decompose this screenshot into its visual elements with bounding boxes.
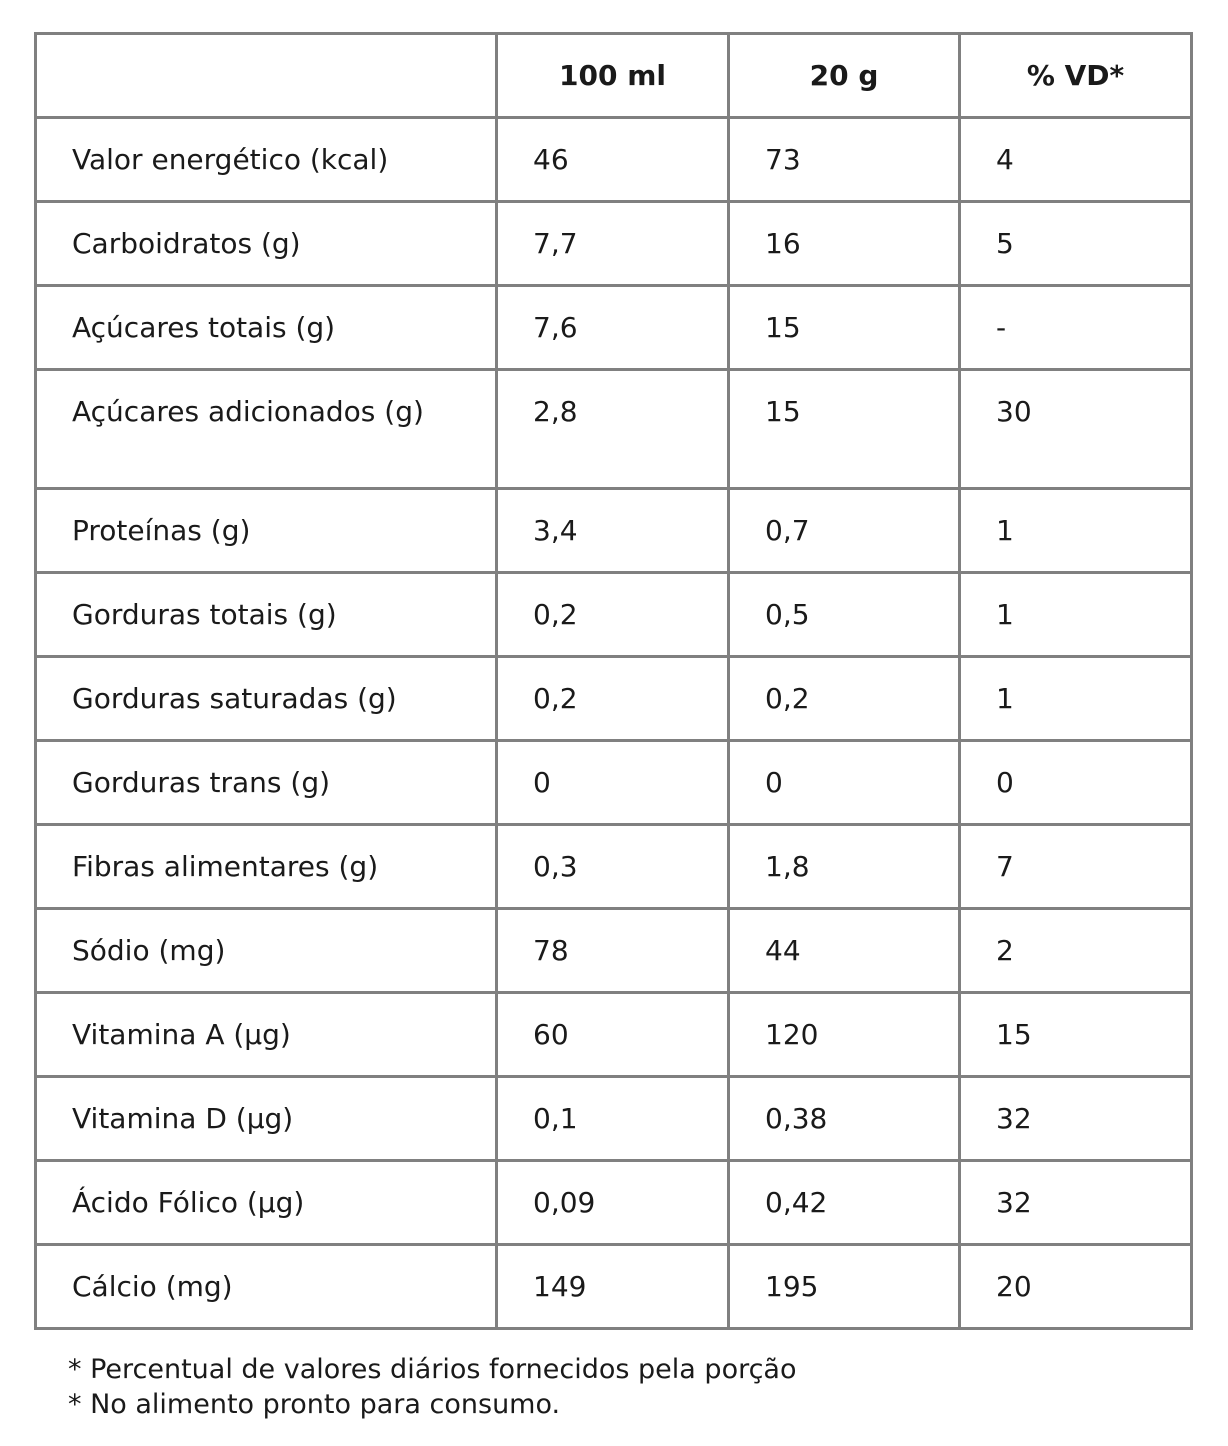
table-row <box>36 741 1192 825</box>
cell-per-100ml: 0,2 <box>497 657 729 741</box>
cell-per-20g: 15 <box>729 286 960 370</box>
cell-per-20g: 0,38 <box>729 1077 960 1161</box>
cell-per-100ml: 0,1 <box>497 1077 729 1161</box>
cell-per-100ml: 3,4 <box>497 489 729 573</box>
cell-per-100ml: 7,6 <box>497 286 729 370</box>
cell-per-20g: 73 <box>729 118 960 202</box>
table-row <box>36 909 1192 993</box>
table-row <box>36 286 1192 370</box>
cell-per-20g: 0,42 <box>729 1161 960 1245</box>
cell-per-100ml: 149 <box>497 1245 729 1329</box>
table-row <box>36 1077 1192 1161</box>
table-body <box>36 118 1192 1329</box>
cell-nutrient: Vitamina A (μg) <box>36 993 497 1077</box>
cell-per-20g: 0 <box>729 741 960 825</box>
table-row <box>36 202 1192 286</box>
cell-per-20g: 16 <box>729 202 960 286</box>
cell-daily-value: 1 <box>960 573 1192 657</box>
cell-daily-value: 15 <box>960 993 1192 1077</box>
cell-nutrient: Açúcares totais (g) <box>36 286 497 370</box>
table-row <box>36 489 1192 573</box>
cell-nutrient: Gorduras saturadas (g) <box>36 657 497 741</box>
cell-nutrient: Cálcio (mg) <box>36 1245 497 1329</box>
cell-daily-value: 30 <box>960 370 1192 489</box>
cell-daily-value: 7 <box>960 825 1192 909</box>
cell-per-100ml: 60 <box>497 993 729 1077</box>
cell-per-20g: 120 <box>729 993 960 1077</box>
cell-nutrient: Açúcares adicionados (g) <box>36 370 497 489</box>
cell-per-100ml: 7,7 <box>497 202 729 286</box>
table-row <box>36 370 1192 489</box>
cell-daily-value: 2 <box>960 909 1192 993</box>
table-row <box>36 825 1192 909</box>
cell-per-20g: 0,5 <box>729 573 960 657</box>
cell-nutrient: Sódio (mg) <box>36 909 497 993</box>
footnote-daily-values: * Percentual de valores diários fornecidos pela porção <box>68 1354 797 1385</box>
cell-per-100ml: 0,09 <box>497 1161 729 1245</box>
cell-per-100ml: 46 <box>497 118 729 202</box>
footnotes <box>68 1352 797 1422</box>
cell-nutrient: Proteínas (g) <box>36 489 497 573</box>
cell-daily-value: 1 <box>960 489 1192 573</box>
cell-per-20g: 15 <box>729 370 960 489</box>
header-daily-value: % VD* <box>960 34 1192 118</box>
cell-per-20g: 1,8 <box>729 825 960 909</box>
table-row <box>36 118 1192 202</box>
table-row <box>36 993 1192 1077</box>
cell-daily-value: 32 <box>960 1077 1192 1161</box>
cell-per-20g: 0,7 <box>729 489 960 573</box>
cell-per-20g: 44 <box>729 909 960 993</box>
cell-daily-value: 4 <box>960 118 1192 202</box>
cell-per-100ml: 78 <box>497 909 729 993</box>
cell-nutrient: Gorduras totais (g) <box>36 573 497 657</box>
nutrition-table <box>34 32 1193 1330</box>
cell-per-100ml: 0,3 <box>497 825 729 909</box>
cell-daily-value: 20 <box>960 1245 1192 1329</box>
cell-per-100ml: 0,2 <box>497 573 729 657</box>
table-header-row <box>36 34 1192 118</box>
table-row <box>36 657 1192 741</box>
table-row <box>36 1245 1192 1329</box>
cell-nutrient: Valor energético (kcal) <box>36 118 497 202</box>
cell-per-20g: 195 <box>729 1245 960 1329</box>
cell-daily-value: 32 <box>960 1161 1192 1245</box>
cell-daily-value: 0 <box>960 741 1192 825</box>
cell-per-100ml: 2,8 <box>497 370 729 489</box>
cell-daily-value: 5 <box>960 202 1192 286</box>
cell-nutrient: Carboidratos (g) <box>36 202 497 286</box>
header-nutrient <box>36 34 497 118</box>
cell-per-100ml: 0 <box>497 741 729 825</box>
table-row <box>36 1161 1192 1245</box>
cell-nutrient: Fibras alimentares (g) <box>36 825 497 909</box>
footnote-ready-to-eat: * No alimento pronto para consumo. <box>68 1389 561 1420</box>
cell-per-20g: 0,2 <box>729 657 960 741</box>
cell-nutrient: Vitamina D (μg) <box>36 1077 497 1161</box>
header-per-100ml: 100 ml <box>497 34 729 118</box>
cell-daily-value: - <box>960 286 1192 370</box>
cell-nutrient: Gorduras trans (g) <box>36 741 497 825</box>
header-per-20g: 20 g <box>729 34 960 118</box>
cell-nutrient: Ácido Fólico (μg) <box>36 1161 497 1245</box>
table-row <box>36 573 1192 657</box>
cell-daily-value: 1 <box>960 657 1192 741</box>
